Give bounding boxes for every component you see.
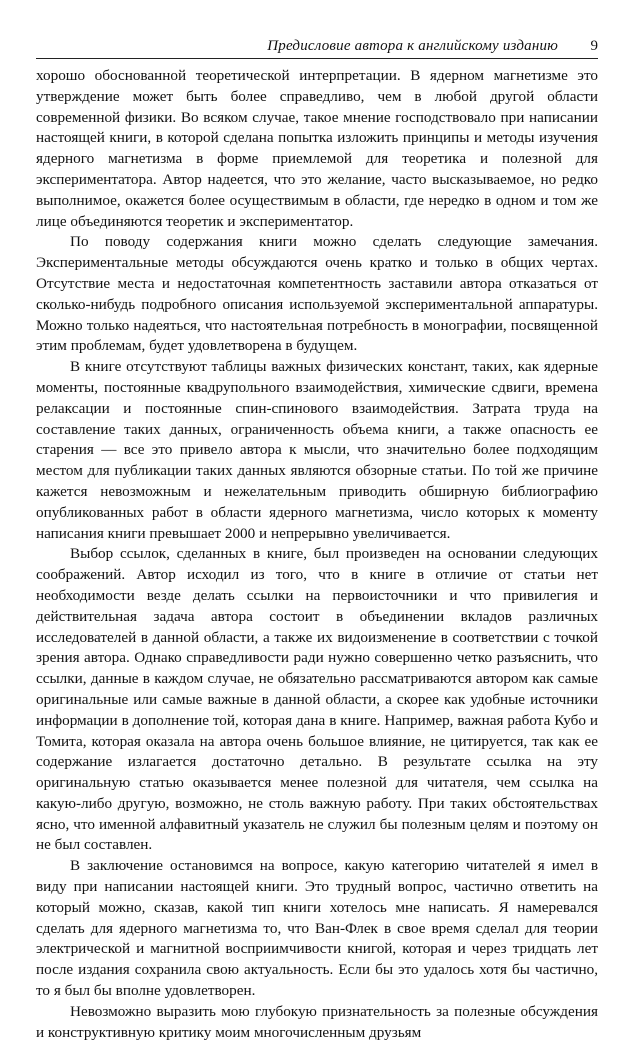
paragraph-intended-readers: В заключение остановимся на вопросе, какую категорию читателей я имел в виду при написании настоящей книги. Это трудный вопрос, частично ответить на который можно, сказав, какой тип книги хотелось мне написать. Я намеревался сделать для ядерного магнетизма то, что Ван-Флек в свое время сделал для теории электрической и магнитной восприимчивости книгой, которая и через тридцать лет после издания сохранила свою актуальность. Если бы это удалось хотя бы частично, то я был бы вполне удовлетворен. <box>36 857 598 1000</box>
running-title: Предисловие автора к английскому изданию <box>267 38 558 54</box>
paragraph-acknowledgements: Невозможно выразить мою глубокую признательность за полезные обсуждения и конструктивную критику моим многочисленным друзьям <box>36 1002 598 1041</box>
paragraph-contents-remarks: По поводу содержания книги можно сделать следующие замечания. Экспериментальные методы обсуждаются очень кратко и только в общих чертах. Отсутствие места и недостаточная компетентность заставили автора отказаться от сколько-нибудь подробного описания используемой экспериментальной аппаратуры. Можно только надеяться, что настоятельная потребность в монографии, посвященной этим проблемам, будет удовлетворена в будущем. <box>36 233 598 355</box>
page-number: 9 <box>590 38 598 54</box>
paragraph-continuation: хорошо обоснованной теоретической интерпретации. В ядерном магнетизме это утверждение может быть более справедливо, чем в любой другой области современной физики. Во всяком случае, такое мнение господствовало при написании настоящей книги, в которой сделана попытка изложить принципы и методы изучения ядерного магнетизма в форме приемлемой для теоретика и полезной для экспериментатора. Автор надеется, что это желание, часто высказываемое, но редко выполнимое, окажется более осуществимым в области, где нередко в одном и том же лице объединяются теоретик и экспериментатор. <box>36 67 598 230</box>
running-header <box>36 38 598 59</box>
paragraph-references-choice: Выбор ссылок, сделанных в книге, был произведен на основании следующих соображений. Автор исходил из того, что в книге в отличие от статьи нет необходимости везде делать ссылки на первоисточники и что привилегия и действительная задача автора состоит в объединении вкладов различных исследователей в данной области, а также их видоизменение в соответствии с точкой зрения автора. Однако справедливости ради нужно совершенно четко разъяснить, что ссылки, данные в каждом случае, не обязательно рассматриваются автором как самые оригинальные или самые важные в данной области, а скорее как удобные источники информации в дополнение той, которая дана в книге. Например, важная работа Кубо и Томита, которая оказала на автора очень большое влияние, не цитируется, так как ее содержание излагается достаточно детально. В результате ссылка на эту оригинальную статью оказывается менее полезной для читателя, чем ссылка на какую-либо другую, возможно, не столь важную работу. При таких обстоятельствах ясно, что именной алфавитный указатель не служил бы полезным целям и поэтому он не был составлен. <box>36 545 598 854</box>
body-text <box>36 66 598 1043</box>
paragraph-tables-absence: В книге отсутствуют таблицы важных физических констант, таких, как ядерные моменты, постоянные квадрупольного взаимодействия, химические сдвиги, времена релаксации и постоянные спин-спинового взаимодействия. Затрата труда на составление таких данных, ограниченность объема книги, а также опасность ее старения — все это привело автора к мысли, что значительно более подходящим местом для публикации таких данных являются обзорные статьи. По той же причине кажется невозможным и нежелательным приводить обширную библиографию опубликованных работ в области ядерного магнетизма, число которых к моменту написания книги превышает 2000 и непрерывно увеличивается. <box>36 358 598 542</box>
